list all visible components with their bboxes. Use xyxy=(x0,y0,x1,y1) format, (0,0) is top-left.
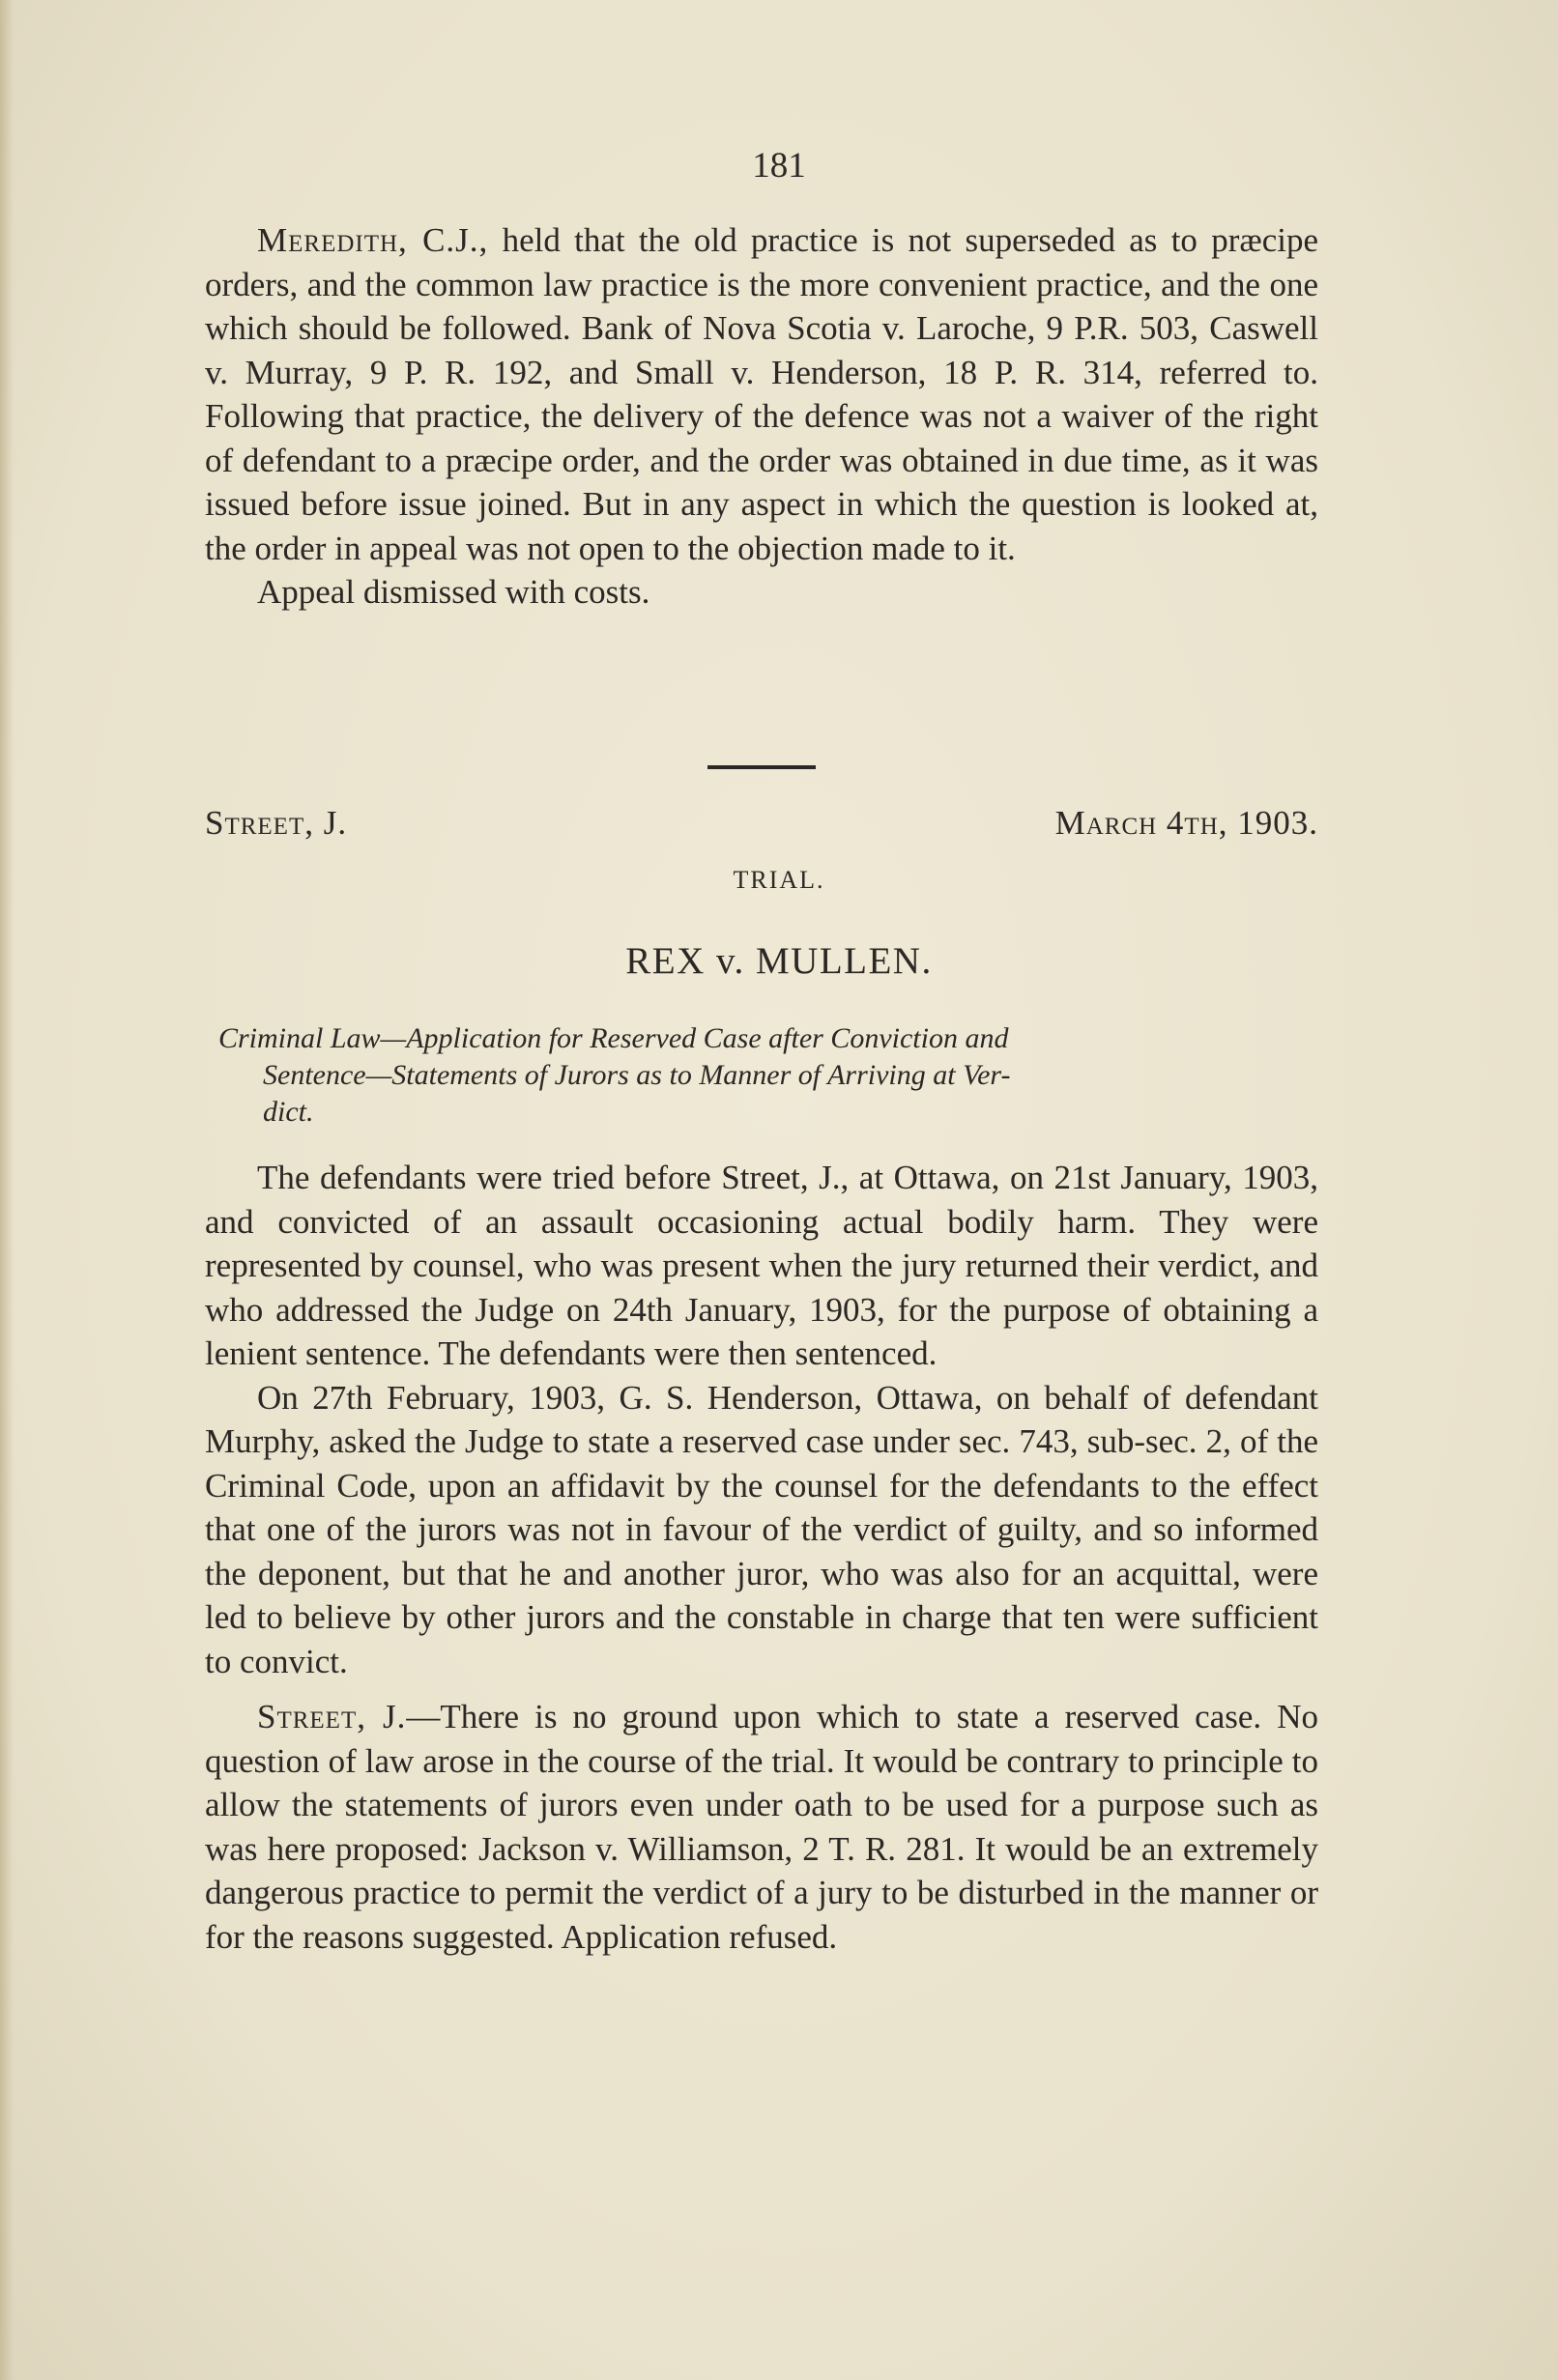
headnote-line: dict. xyxy=(263,1096,314,1128)
headnote-line: Sentence—Statements of Jurors as to Manner of Arriving at Ver- xyxy=(263,1059,1011,1091)
headnote-line: Criminal Law—Application for Reserved Case after Conviction and xyxy=(218,1022,1009,1054)
opinion-text: held that the old practice is not superseded as to præcipe orders, and the common law practice is the more convenient practice, and the one which should be followed. Bank of Nova Scotia v. Laroche, 9 P.R. 503, Caswell v. Murray, 9 P. R. 192, and Small v. Henderson, 18 P. R. 314, referred to. Following that practice, the delivery of the defence was not a waiver of the right of defendant to a præcipe order, and the order was obtained in due time, as it was issued before issue joined. But in any aspect in which the question is looked at, the order in appeal was not open to the objection made to it. xyxy=(205,221,1318,567)
case-header xyxy=(205,804,1318,852)
judgment-paragraph xyxy=(205,1695,1318,1959)
headnote xyxy=(218,1020,1318,1131)
section-divider xyxy=(707,765,816,769)
case-body xyxy=(205,1156,1318,1959)
opinion-judge: Meredith, C.J., xyxy=(257,221,489,259)
page-number: 181 xyxy=(752,146,806,186)
case-category: TRIAL. xyxy=(733,866,825,894)
opinion-paragraph xyxy=(205,218,1318,570)
facts-paragraph: On 27th February, 1903, G. S. Henderson, Ottawa, on behalf of defendant Murphy, asked the Judge to state a reserved case under sec. 743, sub-sec. 2, of the Criminal Code, upon an affidavit by the counsel for the defendants to the effect that one of the jurors was not in favour of the verdict of guilty, and so informed the deponent, but that he and another juror, who was also for an acquittal, were led to believe by other jurors and the constable in charge that ten were sufficient to convict. xyxy=(205,1378,1318,1680)
judgment-text: —There is no ground upon which to state a reserved case. No question of law arose in the course of the trial. It would be contrary to principle to allow the statements of jurors even under oath to be used for a purpose such as was here proposed: Jackson v. Williamson, 2 T. R. 281. It would be an extremely dangerous practice to permit the verdict of a jury to be disturbed in the manner or for the reasons suggested. Application refused. xyxy=(205,1698,1318,1956)
previous-case-opinion xyxy=(205,218,1318,615)
case-title: REX v. MULLEN. xyxy=(625,940,933,982)
judgment-judge: Street, J. xyxy=(257,1698,407,1735)
facts-paragraph: The defendants were tried before Street, J., at Ottawa, on 21st January, 1903, and convicted of an assault occasioning actual bodily harm. They were represented by counsel, who was present when the jury returned their verdict, and who addressed the Judge on 24th January, 1903, for the purpose of obtaining a lenient sentence. The defendants were then sentenced. xyxy=(205,1159,1318,1372)
case-date: March 4th, 1903. xyxy=(1054,804,1318,842)
disposition: Appeal dismissed with costs. xyxy=(257,573,650,611)
case-judge: Street, J. xyxy=(205,804,348,842)
